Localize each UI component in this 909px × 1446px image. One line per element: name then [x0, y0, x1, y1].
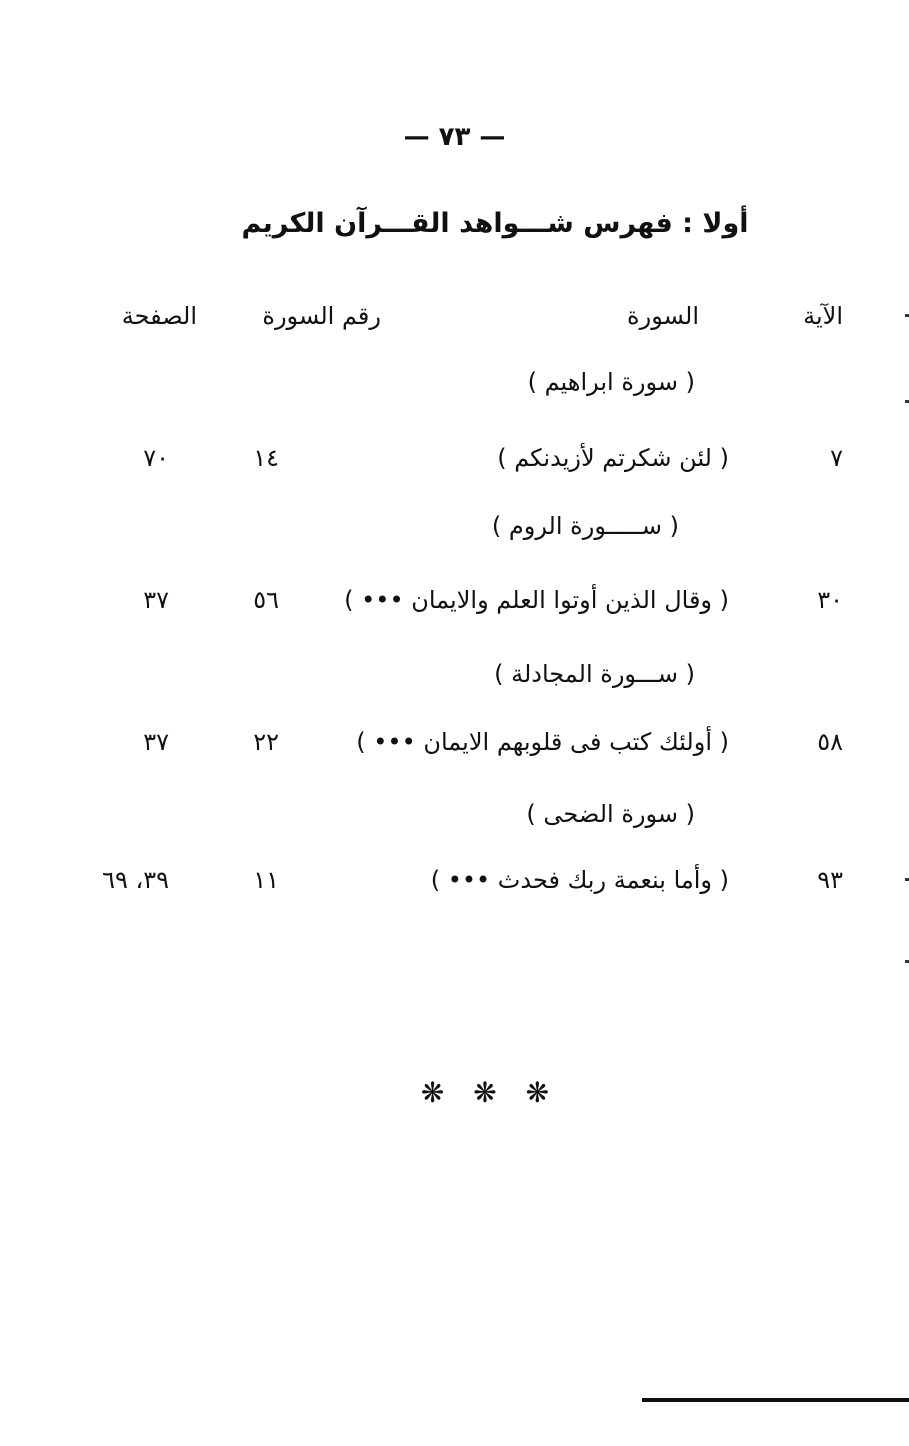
edge-mark: [905, 400, 909, 403]
edge-mark: [905, 878, 909, 881]
surah-heading: [0, 512, 909, 556]
edge-mark: [905, 314, 909, 317]
ayah-number: ٧: [830, 444, 843, 472]
bottom-rule: [642, 1398, 909, 1402]
surah-heading: [0, 660, 909, 704]
surah-number: ٢٢: [253, 728, 279, 756]
surah-number: ١١: [253, 866, 279, 894]
page-number: — ٧٣ —: [403, 122, 506, 152]
verse-text: ( لئن شكرتم لأزيدنكم ): [497, 444, 729, 472]
ornament-divider: ❋ ❋ ❋: [420, 1076, 560, 1109]
header-page: الصفحة: [121, 302, 197, 330]
verse-text: ( وأما بنعمة ربك فحدث ••• ): [430, 866, 729, 894]
ayah-number: ٩٣: [817, 866, 843, 894]
header-surah-number: رقم السورة: [262, 302, 381, 330]
table-row: [0, 866, 909, 910]
header-surah: السورة: [627, 302, 699, 330]
verse-text: ( وقال الذين أوتوا العلم والايمان ••• ): [344, 586, 729, 614]
table-row: [0, 728, 909, 772]
page-reference: ٣٧: [143, 586, 169, 614]
page-reference: ٧٠: [143, 444, 169, 472]
surah-number: ٥٦: [253, 586, 279, 614]
header-ayah: الآية: [803, 302, 843, 330]
page-title: أولا : فهرس شـــواهد القـــرآن الكريم: [241, 208, 749, 239]
surah-heading-text: ( سورة ابراهيم ): [527, 368, 695, 396]
ayah-number: ٣٠: [817, 586, 843, 614]
surah-heading-text: ( ســـورة المجادلة ): [494, 660, 695, 688]
edge-mark: [905, 960, 909, 963]
ayah-number: ٥٨: [817, 728, 843, 756]
surah-heading: [0, 368, 909, 412]
verse-text: ( أولئك كتب فى قلوبهم الايمان ••• ): [356, 728, 729, 756]
column-headers: [0, 302, 909, 346]
surah-heading-text: ( ســـــورة الروم ): [491, 512, 679, 540]
surah-heading: [0, 800, 909, 844]
surah-heading-text: ( سورة الضحى ): [526, 800, 695, 828]
table-row: [0, 586, 909, 630]
table-row: [0, 444, 909, 488]
page-reference: ٣٧: [143, 728, 169, 756]
surah-number: ١٤: [253, 444, 279, 472]
page-reference: ٣٩، ٦٩: [102, 866, 169, 894]
